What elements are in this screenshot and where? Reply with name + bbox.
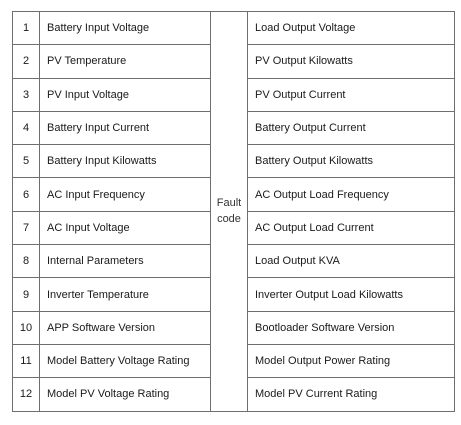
row-number: 6 <box>13 178 40 211</box>
row-number: 8 <box>13 245 40 278</box>
output-parameter-cell: Battery Output Current <box>248 111 455 144</box>
output-parameter-cell: Inverter Output Load Kilowatts <box>248 278 455 311</box>
input-parameter-cell: Model PV Voltage Rating <box>40 378 211 411</box>
input-parameter-cell: Inverter Temperature <box>40 278 211 311</box>
output-parameter-cell: PV Output Kilowatts <box>248 45 455 78</box>
input-parameter-cell: Internal Parameters <box>40 245 211 278</box>
row-number: 12 <box>13 378 40 411</box>
input-parameter-cell: APP Software Version <box>40 311 211 344</box>
row-number: 9 <box>13 278 40 311</box>
row-number: 5 <box>13 145 40 178</box>
input-parameter-cell: PV Input Voltage <box>40 78 211 111</box>
input-parameter-cell: AC Input Frequency <box>40 178 211 211</box>
row-number: 4 <box>13 111 40 144</box>
output-parameter-cell: Model PV Current Rating <box>248 378 455 411</box>
output-parameter-cell: PV Output Current <box>248 78 455 111</box>
fault-code-cell <box>211 12 248 412</box>
row-number: 11 <box>13 344 40 377</box>
input-parameter-cell: Model Battery Voltage Rating <box>40 344 211 377</box>
output-parameter-cell: Bootloader Software Version <box>248 311 455 344</box>
row-number: 7 <box>13 211 40 244</box>
input-parameter-cell: PV Temperature <box>40 45 211 78</box>
output-parameter-cell: Battery Output Kilowatts <box>248 145 455 178</box>
table-row <box>13 12 455 45</box>
parameter-table-body <box>13 12 455 412</box>
input-parameter-cell: Battery Input Voltage <box>40 12 211 45</box>
row-number: 1 <box>13 12 40 45</box>
output-parameter-cell: Load Output Voltage <box>248 12 455 45</box>
row-number: 3 <box>13 78 40 111</box>
row-number: 2 <box>13 45 40 78</box>
fault-code-label-line1: Fault <box>216 197 242 210</box>
output-parameter-cell: AC Output Load Frequency <box>248 178 455 211</box>
input-parameter-cell: AC Input Voltage <box>40 211 211 244</box>
parameter-table <box>12 11 455 412</box>
input-parameter-cell: Battery Input Current <box>40 111 211 144</box>
fault-code-label-line2: code <box>217 213 241 226</box>
output-parameter-cell: AC Output Load Current <box>248 211 455 244</box>
output-parameter-cell: Model Output Power Rating <box>248 344 455 377</box>
row-number: 10 <box>13 311 40 344</box>
output-parameter-cell: Load Output KVA <box>248 245 455 278</box>
input-parameter-cell: Battery Input Kilowatts <box>40 145 211 178</box>
